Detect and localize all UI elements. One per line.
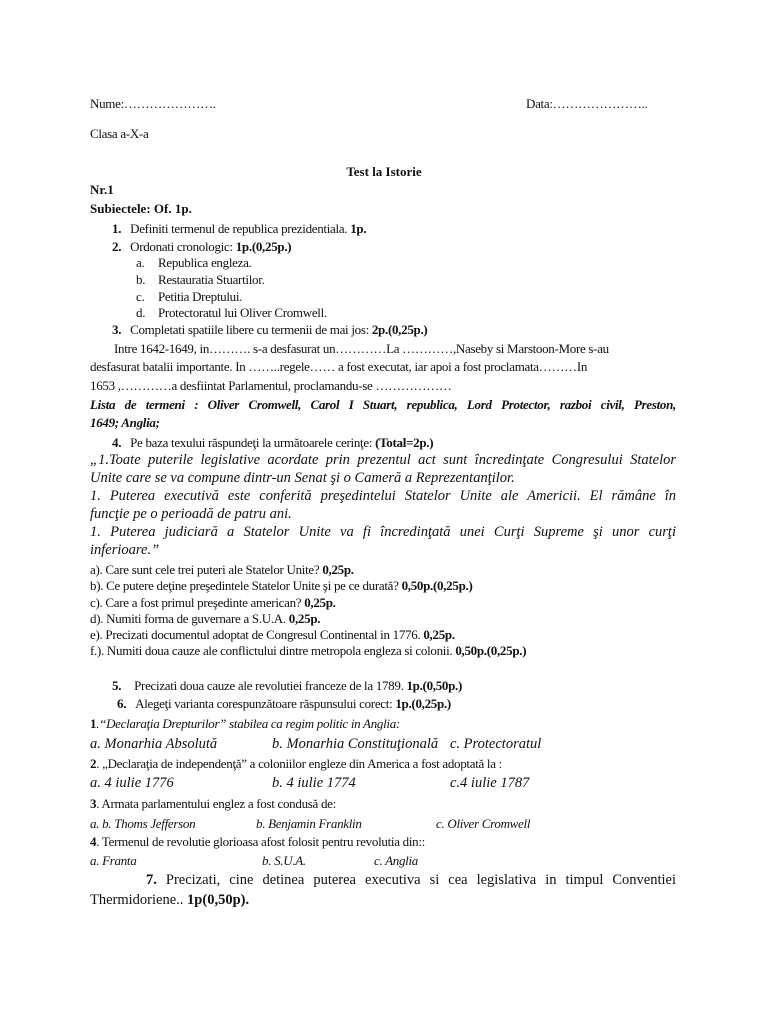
mcq-item: 4. Termenul de revolutie glorioasa afost folosit pentru revolutia din:: [90, 834, 425, 849]
question-text: Definiti termenul de republica prezidentiala. [130, 221, 348, 236]
list-item: b. Restauratia Stuartilor. [136, 272, 265, 287]
name-field-label: Nume:…………………. [90, 96, 216, 111]
question-number: 4. [112, 435, 122, 450]
mcq-option-b: b. Benjamin Franklin [256, 816, 362, 831]
fill-in-paragraph-line: 1653 ,…………a desfiintat Parlamentul, proclamandu-se ……………… [90, 378, 452, 393]
subjects-heading: Subiectele: Of. 1p. [90, 201, 192, 216]
question-text: Ordonati cronologic: [130, 239, 233, 254]
source-quote-line: 1. Puterea judiciară a Statelor Unite va fi încredinţată unei Curţi Supreme şi unor curţi [90, 524, 676, 540]
question-text: Precizati doua cauze ale revolutiei franceze de la 1789. [134, 678, 404, 693]
mcq-option-b: b. S.U.A. [262, 853, 306, 868]
question-points: 1p(0,50p). [187, 892, 250, 908]
mcq-option-a: a. 4 iulie 1776 [90, 775, 174, 791]
fill-in-paragraph-line: Intre 1642-1649, in………. s-a desfasurat un…………La …………,Naseby si Marstoon-More s-au [114, 341, 609, 356]
mcq-option-a: a. Monarhia Absolută [90, 736, 218, 752]
source-quote-line: 1. Puterea executivă este conferită preşedintelui Statelor Unite ale Americii. El rămâne în [90, 488, 676, 504]
question-number: 1. [112, 221, 122, 236]
question-points: 1p. [350, 221, 367, 236]
question-points: 1p.(0,25p.) [235, 239, 292, 254]
mcq-option-c: c.4 iulie 1787 [450, 775, 530, 791]
question-5 [112, 678, 462, 693]
test-title: Test la Istorie [346, 164, 422, 179]
terms-list-continued: 1649; Anglia; [90, 415, 160, 430]
sub-question: f.). Numiti doua cauze ale conflictului dintre metropola engleza si colonii. 0,50p.(0,25p.) [90, 643, 527, 658]
question-1 [112, 221, 366, 236]
fill-in-paragraph-line: desfasurat batalii importante. In ……..regele…… a fost executat, iar apoi a fost proclamata………In [90, 359, 588, 374]
list-item: d. Protectoratul lui Oliver Cromwell. [136, 305, 327, 320]
source-quote-line: Unite care se va compune dintr-un Senat şi o Cameră a Reprezentanţilor. [90, 470, 515, 486]
mcq-option-a: a. Franta [90, 853, 137, 868]
mcq-item: 1.“Declaraţia Drepturilor” stabilea ca regim politic in Anglia: [90, 716, 400, 731]
list-item: c. Petitia Dreptului. [136, 289, 243, 304]
sub-question: c). Care a fost primul preşedinte american? 0,25p. [90, 595, 336, 610]
question-text: Pe baza texului răspundeţi la următoarele cerinţe: [130, 435, 373, 450]
question-text: Thermidoriene.. [90, 892, 184, 908]
question-4 [112, 435, 433, 450]
question-points: 1p.(0,25p.) [395, 696, 451, 711]
mcq-item: 2. „Declaraţia de independenţă” a coloniilor engleze din America a fost adoptată la : [90, 756, 502, 771]
source-quote-line: „1.Toate puterile legislative acordate prin prezentul act sunt încredinţate Congresului Statelor [90, 452, 676, 468]
question-number: 3. [112, 322, 122, 337]
question-points: 2p.(0,25p.) [371, 322, 428, 337]
question-7 [90, 872, 676, 889]
source-quote-line: inferioare.” [90, 542, 160, 558]
question-7-continued [90, 892, 249, 909]
sub-question: d). Numiti forma de guvernare a S.U.A. 0,25p. [90, 611, 321, 626]
question-2 [112, 239, 291, 254]
question-points: 1p.(0,50p.) [406, 678, 463, 693]
terms-list: Lista de termeni : Oliver Cromwell, Carol I Stuart, republica, Lord Protector, razboi civil, Preston, [90, 397, 676, 412]
mcq-option-b: b. Monarhia Constituţională [272, 736, 439, 752]
mcq-option-b: b. 4 iulie 1774 [272, 775, 356, 791]
source-quote-line: funcţie pe o perioadă de patru ani. [90, 506, 292, 522]
question-number: 5. [112, 678, 122, 693]
mcq-option-c: c. Oliver Cromwell [436, 816, 531, 831]
mcq-option-c: c. Protectoratul [450, 736, 542, 752]
question-number: 7. [146, 872, 157, 888]
mcq-item: 3. Armata parlamentului englez a fost condusă de: [90, 796, 336, 811]
sub-question: e). Precizati documentul adoptat de Congresul Continental in 1776. 0,25p. [90, 627, 455, 642]
question-number: 6. [117, 696, 127, 711]
mcq-option-a: a. b. Thoms Jefferson [90, 816, 196, 831]
class-label: Clasa a-X-a [90, 126, 149, 141]
test-number: Nr.1 [90, 182, 114, 197]
sub-question: b). Ce putere deţine preşedintele Statelor Unite şi pe ce durată? 0,50p.(0,25p.) [90, 578, 473, 593]
question-3 [112, 322, 427, 337]
question-text: Precizati, cine detinea puterea executiva si cea legislativa in timpul Conventiei [165, 872, 677, 888]
question-points: (Total=2p.) [375, 435, 434, 450]
question-text: Alegeţi varianta corespunzătoare răspunsului corect: [135, 696, 393, 711]
mcq-option-c: c. Anglia [374, 853, 418, 868]
question-text: Completati spatiile libere cu termenii de mai jos: [130, 322, 369, 337]
date-field-label: Data:………………….. [526, 96, 648, 111]
question-6 [117, 696, 451, 711]
list-item: a. Republica engleza. [136, 255, 252, 270]
sub-question: a). Care sunt cele trei puteri ale Statelor Unite? 0,25p. [90, 562, 354, 577]
question-number: 2. [112, 239, 122, 254]
